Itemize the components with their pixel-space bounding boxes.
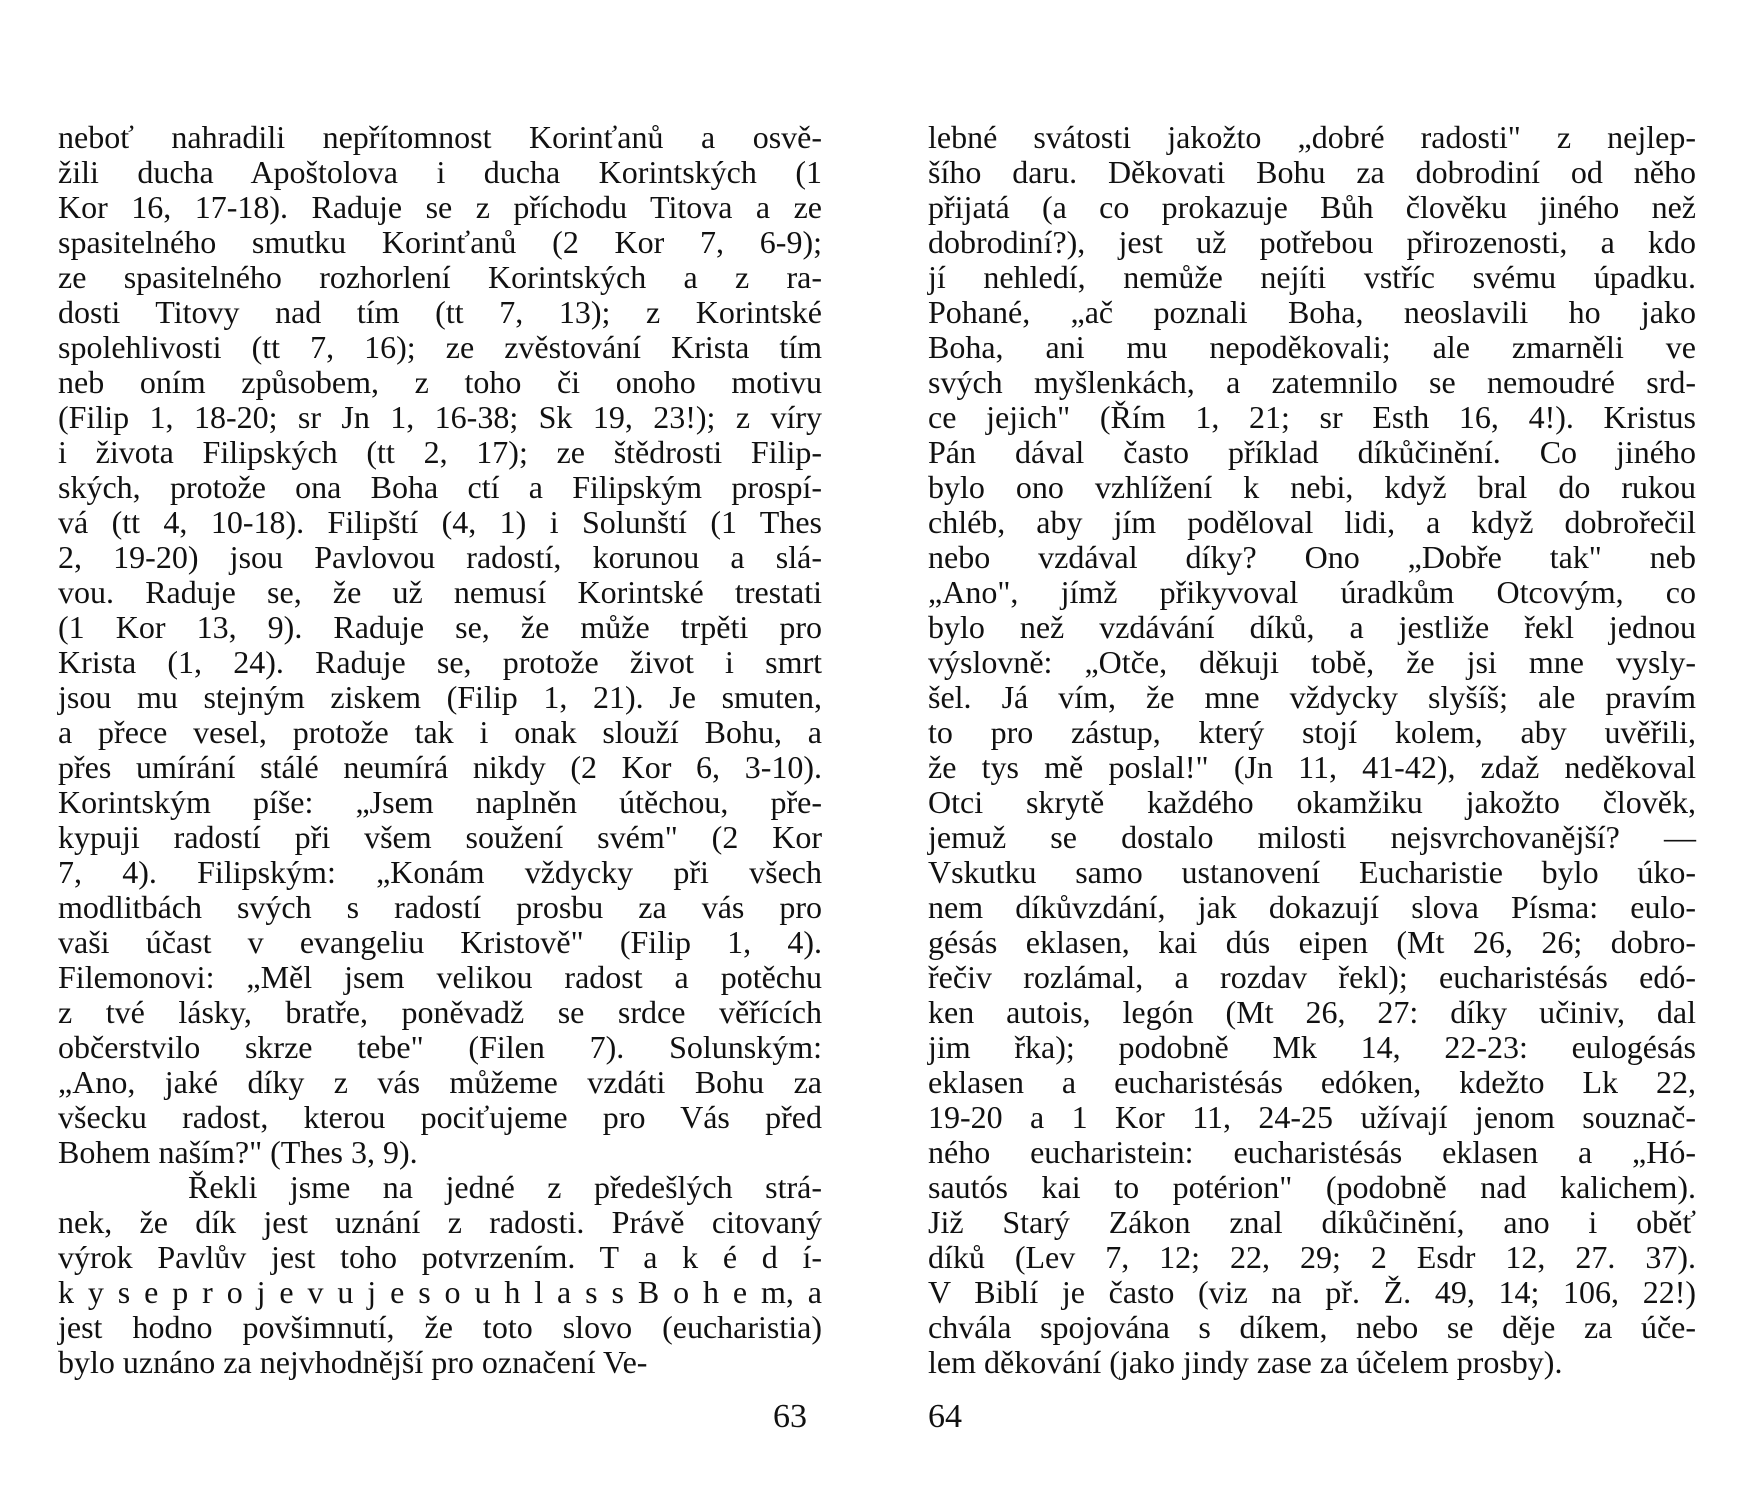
text-line: kypuji radostí při všem soužení svém" (2 Kor (58, 819, 822, 855)
text-line: přes umírání stálé neumírá nikdy (2 Kor 6, 3-10). (58, 749, 822, 785)
text-line: Korintským píše: „Jsem naplněn útěchou, pře- (58, 784, 822, 820)
right-page-number: 64 (928, 1398, 962, 1435)
text-line: jí nehledí, nemůže nejíti vstříc svému úpadku. (928, 259, 1696, 295)
text-line: ken autois, legón (Mt 26, 27: díky učiniv, dal (928, 994, 1696, 1030)
text-line: modlitbách svých s radostí prosbu za vás pro (58, 889, 822, 925)
text-line: 7, 4). Filipským: „Konám vždycky při všech (58, 854, 822, 890)
text-line: žili ducha Apoštolova i ducha Korintských (1 (58, 154, 822, 190)
text-line: 2, 19-20) jsou Pavlovou radostí, korunou a slá- (58, 539, 822, 575)
text-line: díků (Lev 7, 12; 22, 29; 2 Esdr 12, 27. 37). (928, 1239, 1696, 1275)
text-line: nebo vzdával díky? Ono „Dobře tak" neb (928, 539, 1696, 575)
text-line: „Ano", jímž přikyvoval úradkům Otcovým, co (928, 574, 1696, 610)
text-line: nek, že dík jest uznání z radosti. Právě citovaný (58, 1204, 822, 1240)
text-line: ného eucharistein: eucharistésás eklasen a „Hó- (928, 1134, 1696, 1170)
text-line: k y s e p r o j e v u j e s o u h l a s s B o h e m, a (58, 1274, 822, 1310)
text-line: všecku radost, kterou pociťujeme pro Vás před (58, 1099, 822, 1135)
text-line: eklasen a eucharistésás edóken, kdežto Lk 22, (928, 1064, 1696, 1100)
text-line: a přece vesel, protože tak i onak slouží Bohu, a (58, 714, 822, 750)
text-line: dosti Titovy nad tím (tt 7, 13); z Korintské (58, 294, 822, 330)
text-line: lebné svátosti jakožto „dobré radosti" z nejlep- (928, 119, 1696, 155)
text-line: vou. Raduje se, že už nemusí Korintské trestati (58, 574, 822, 610)
text-line: V Biblí je často (viz na př. Ž. 49, 14; 106, 22!) (928, 1274, 1696, 1310)
text-line: svých myšlenkách, a zatemnilo se nemoudré srd- (928, 364, 1696, 400)
text-line: to pro zástup, který stojí kolem, aby uvěřili, (928, 714, 1696, 750)
text-line: „Ano, jaké díky z vás můžeme vzdáti Bohu za (58, 1064, 822, 1100)
text-line: (Filip 1, 18-20; sr Jn 1, 16-38; Sk 19, 23!); z víry (58, 399, 822, 435)
text-line: ze spasitelného rozhorlení Korintských a z ra- (58, 259, 822, 295)
text-line: Řekli jsme na jedné z předešlých strá- (188, 1169, 822, 1205)
text-line: Kor 16, 17-18). Raduje se z příchodu Titova a ze (58, 189, 822, 225)
text-line: vaši účast v evangeliu Kristově" (Filip 1, 4). (58, 924, 822, 960)
text-line: dobrodiní?), jest už potřebou přirozenosti, a kdo (928, 224, 1696, 260)
text-line: Bohem naším?" (Thes 3, 9). (58, 1134, 418, 1170)
text-line: ských, protože ona Boha ctí a Filipským prospí- (58, 469, 822, 505)
text-line: Filemonovi: „Měl jsem velikou radost a potěchu (58, 959, 822, 995)
text-line: výslovně: „Otče, děkuji tobě, že jsi mne vysly- (928, 644, 1696, 680)
text-line: bylo uznáno za nejvhodnější pro označení Ve- (58, 1344, 648, 1380)
text-line: výrok Pavlův jest toho potvrzením. T a k é d í- (58, 1239, 822, 1275)
text-line: 19-20 a 1 Kor 11, 24-25 užívají jenom souznač- (928, 1099, 1696, 1135)
text-line: (1 Kor 13, 9). Raduje se, že může trpěti pro (58, 609, 822, 645)
text-line: vá (tt 4, 10-18). Filipští (4, 1) i Solunští (1 Thes (58, 504, 822, 540)
text-line: šel. Já vím, že mne vždycky slyšíš; ale pravím (928, 679, 1696, 715)
text-line: Krista (1, 24). Raduje se, protože život i smrt (58, 644, 822, 680)
text-line: jim řka); podobně Mk 14, 22-23: eulogésás (928, 1029, 1696, 1065)
text-line: neboť nahradili nepřítomnost Korinťanů a osvě- (58, 119, 822, 155)
text-line: jest hodno povšimnutí, že toto slovo (eucharistia) (58, 1309, 822, 1345)
text-line: lem děkování (jako jindy zase za účelem prosby). (928, 1344, 1563, 1380)
text-line: jemuž se dostalo milosti nejsvrchovanější? — (928, 819, 1696, 855)
text-line: gésás eklasen, kai dús eipen (Mt 26, 26; dobro- (928, 924, 1696, 960)
text-line: Pán dával často příklad díkůčinění. Co jiného (928, 434, 1696, 470)
text-line: jsou mu stejným ziskem (Filip 1, 21). Je smuten, (58, 679, 822, 715)
left-page-number: 63 (773, 1398, 807, 1435)
text-line: ce jejich" (Řím 1, 21; sr Esth 16, 4!). Kristus (928, 399, 1696, 435)
text-line: Boha, ani mu nepoděkovali; ale zmarněli ve (928, 329, 1696, 365)
text-line: spasitelného smutku Korinťanů (2 Kor 7, 6-9); (58, 224, 822, 260)
text-line: i života Filipských (tt 2, 17); ze štědrosti Filip- (58, 434, 822, 470)
text-line: z tvé lásky, bratře, poněvadž se srdce věřících (58, 994, 822, 1030)
text-line: občerstvilo skrze tebe" (Filen 7). Solunským: (58, 1029, 822, 1065)
text-line: Již Starý Zákon znal díkůčinění, ano i oběť (928, 1204, 1696, 1240)
text-line: spolehlivosti (tt 7, 16); ze zvěstování Krista tím (58, 329, 822, 365)
text-line: že tys mě poslal!" (Jn 11, 41-42), zdaž neděkoval (928, 749, 1696, 785)
text-line: sautós kai to potérion" (podobně nad kalichem). (928, 1169, 1696, 1205)
text-line: nem díkůvzdání, jak dokazují slova Písma: eulo- (928, 889, 1696, 925)
text-line: chléb, aby jím poděloval lidi, a když dobrořečil (928, 504, 1696, 540)
text-line: Vskutku samo ustanovení Eucharistie bylo úko- (928, 854, 1696, 890)
text-line: řečiv rozlámal, a rozdav řekl); eucharistésás edó- (928, 959, 1696, 995)
text-line: chvála spojována s díkem, nebo se děje za úče- (928, 1309, 1696, 1345)
text-line: bylo než vzdávání díků, a jestliže řekl jednou (928, 609, 1696, 645)
text-line: neb oním způsobem, z toho či onoho motivu (58, 364, 822, 400)
left-page (58, 120, 822, 1380)
text-line: přijatá (a co prokazuje Bůh člověku jiného než (928, 189, 1696, 225)
text-line: bylo ono vzhlížení k nebi, když bral do rukou (928, 469, 1696, 505)
text-line: šího daru. Děkovati Bohu za dobrodiní od něho (928, 154, 1696, 190)
text-line: Pohané, „ač poznali Boha, neoslavili ho jako (928, 294, 1696, 330)
right-page (928, 120, 1696, 1380)
text-line: Otci skrytě každého okamžiku jakožto člověk, (928, 784, 1696, 820)
